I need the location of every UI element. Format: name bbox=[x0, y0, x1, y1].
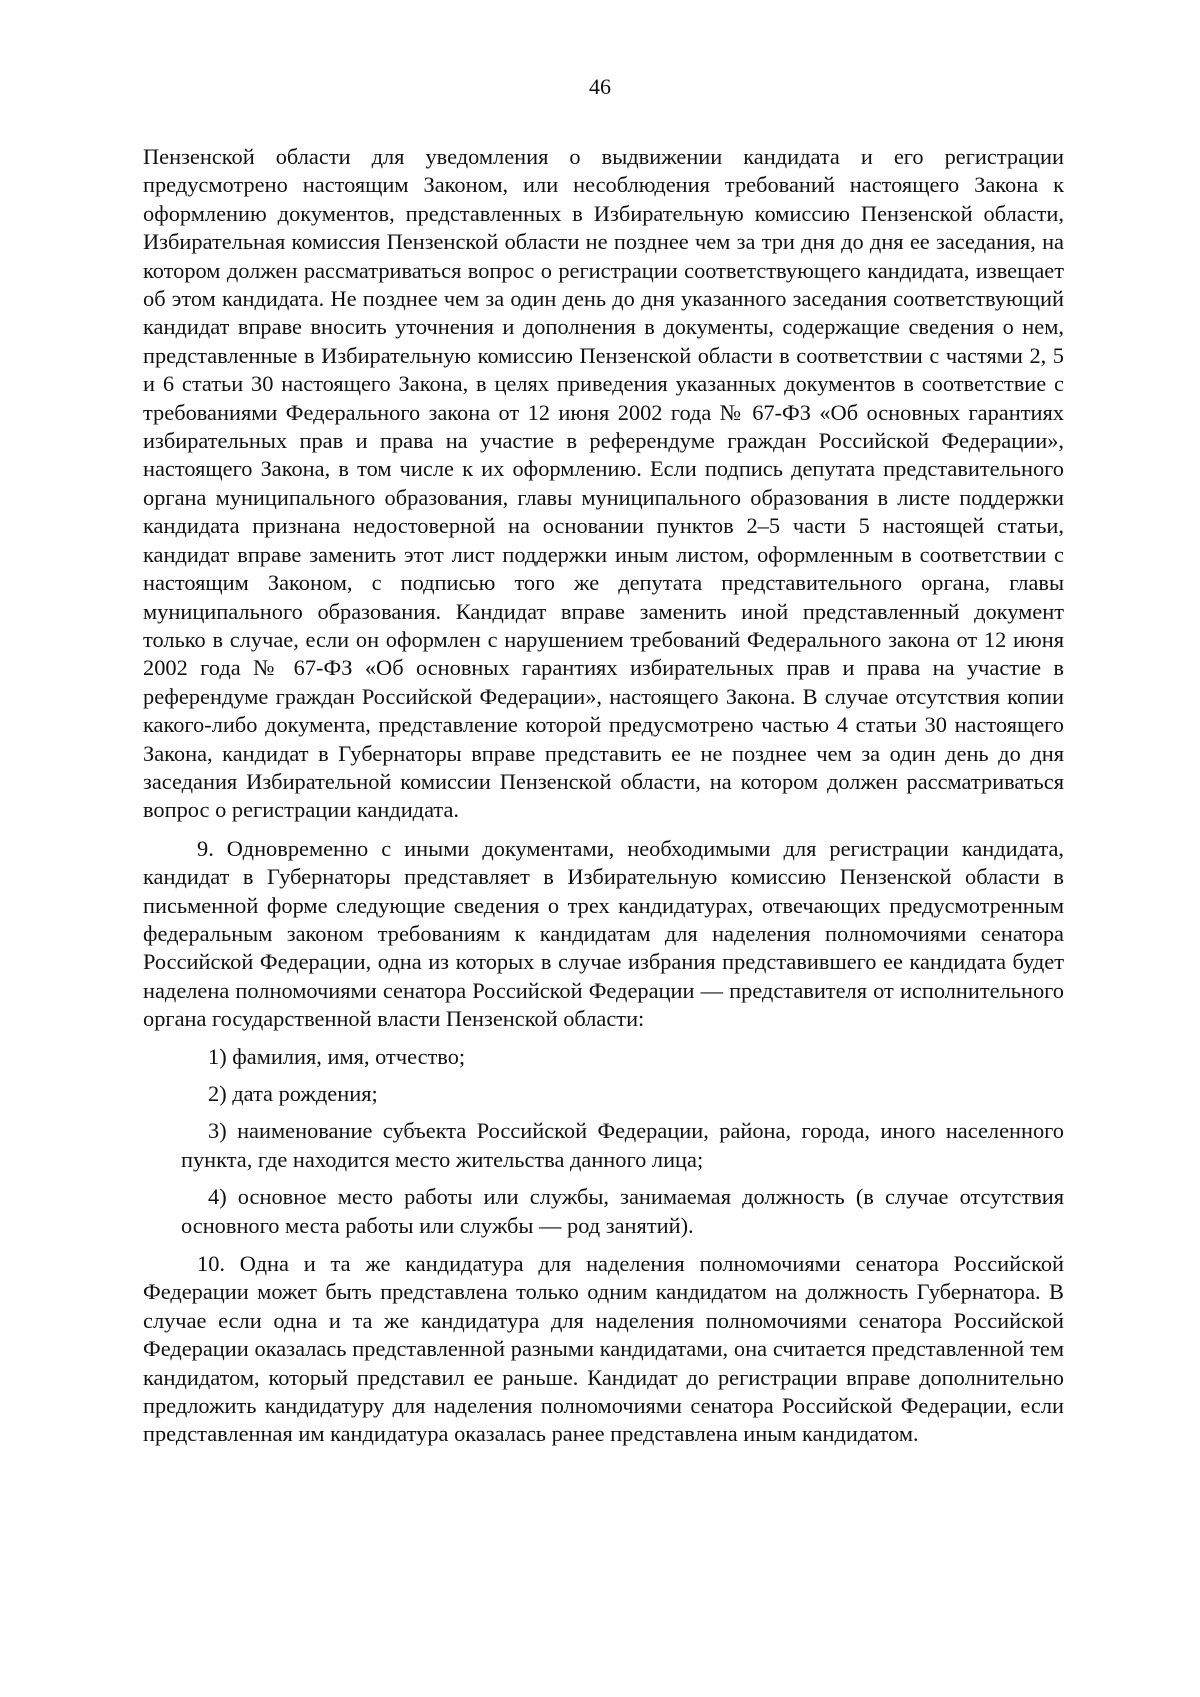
list-item-1: 1) фамилия, имя, отчество; bbox=[208, 1043, 466, 1069]
list-item-2: 2) дата рождения; bbox=[208, 1081, 378, 1106]
paragraph-continuation: Пензенской области для уведомления о выдвижении кандидата и его регистрации предусмотрено настоящим Законом, или несоблюдения требований настоящего Закона к оформлению документов, представленных в Избирательную комиссию Пензенской области, Избирательная комиссия Пензенской области не позднее чем за три дня до дня ее заседания, на котором должен рассматриваться вопрос о регистрации соответствующего кандидата, извещает об этом кандидата. Не позднее чем за один день до дня указанного заседания соответствующий кандидат вправе вносить уточнения и дополнения в документы, содержащие сведения о нем, представленные в Избирательную комиссию Пензенской области в соответствии с частями 2, 5 и 6 статьи 30 настоящего Закона, в целях приведения указанных документов в соответствие с требованиями Федерального закона от 12 июня 2002 года № 67-ФЗ «Об основных гарантиях избирательных прав и права на участие в референдуме граждан Российской Федерации», настоящего Закона, в том числе к их оформлению. Если подпись депутата представительного органа муниципального образования, главы муниципального образования в листе поддержки кандидата признана недостоверной на основании пунктов 2–5 части 5 настоящей статьи, кандидат вправе заменить этот лист поддержки иным листом, оформленным в соответствии с настоящим Законом, с подписью того же депутата представительного органа, главы муниципального образования. Кандидат вправе заменить иной представленный документ только в случае, если он оформлен с нарушением требований Федерального закона от 12 июня 2002 года № 67-ФЗ «Об основных гарантиях избирательных прав и права на участие в референдуме граждан Российской Федерации», настоящего Закона. В случае отсутствия копии какого-либо документа, представление которой предусмотрено частью 4 статьи 30 настоящего Закона, кандидат в Губернаторы вправе представить ее не позднее чем за один день до дня заседания Избирательной комиссии Пензенской области, на котором должен рассматриваться вопрос о регистрации кандидата. bbox=[143, 144, 1064, 823]
list-item-3: 3) наименование субъекта Российской Федерации, района, города, иного населенного пункта, где находится место жительства данного лица; bbox=[181, 1118, 1064, 1172]
paragraph-9: 9. Одновременно с иными документами, необходимыми для регистрации кандидата, кандидат в Губернаторы представляет в Избирательную комиссию Пензенской области в письменной форме следующие сведения о трех кандидатурах, отвечающих предусмотренным федеральным законом требованиям к кандидатам для наделения полномочиями сенатора Российской Федерации, одна из которых в случае избрания представившего ее кандидата будет наделена полномочиями сенатора Российской Федерации — представителя от исполнительного органа государственной власти Пензенской области: bbox=[143, 835, 1064, 1032]
page-number: 46 bbox=[589, 74, 611, 99]
paragraph-10: 10. Одна и та же кандидатура для наделения полномочиями сенатора Российской Федерации может быть представлена только одним кандидатом на должность Губернатора. В случае если одна и та же кандидатура для наделения полномочиями сенатора Российской Федерации оказалась представленной разными кандидатами, она считается представленной тем кандидатом, который представил ее раньше. Кандидат до регистрации вправе дополнительно предложить кандидатуру для наделения полномочиями сенатора Российской Федерации, если представленная им кандидатура оказалась ранее представлена иным кандидатом. bbox=[143, 1251, 1064, 1447]
list-item-4: 4) основное место работы или службы, занимаемая должность (в случае отсутствия основного места работы или службы — род занятий). bbox=[181, 1184, 1064, 1238]
document-body bbox=[143, 143, 1064, 1449]
